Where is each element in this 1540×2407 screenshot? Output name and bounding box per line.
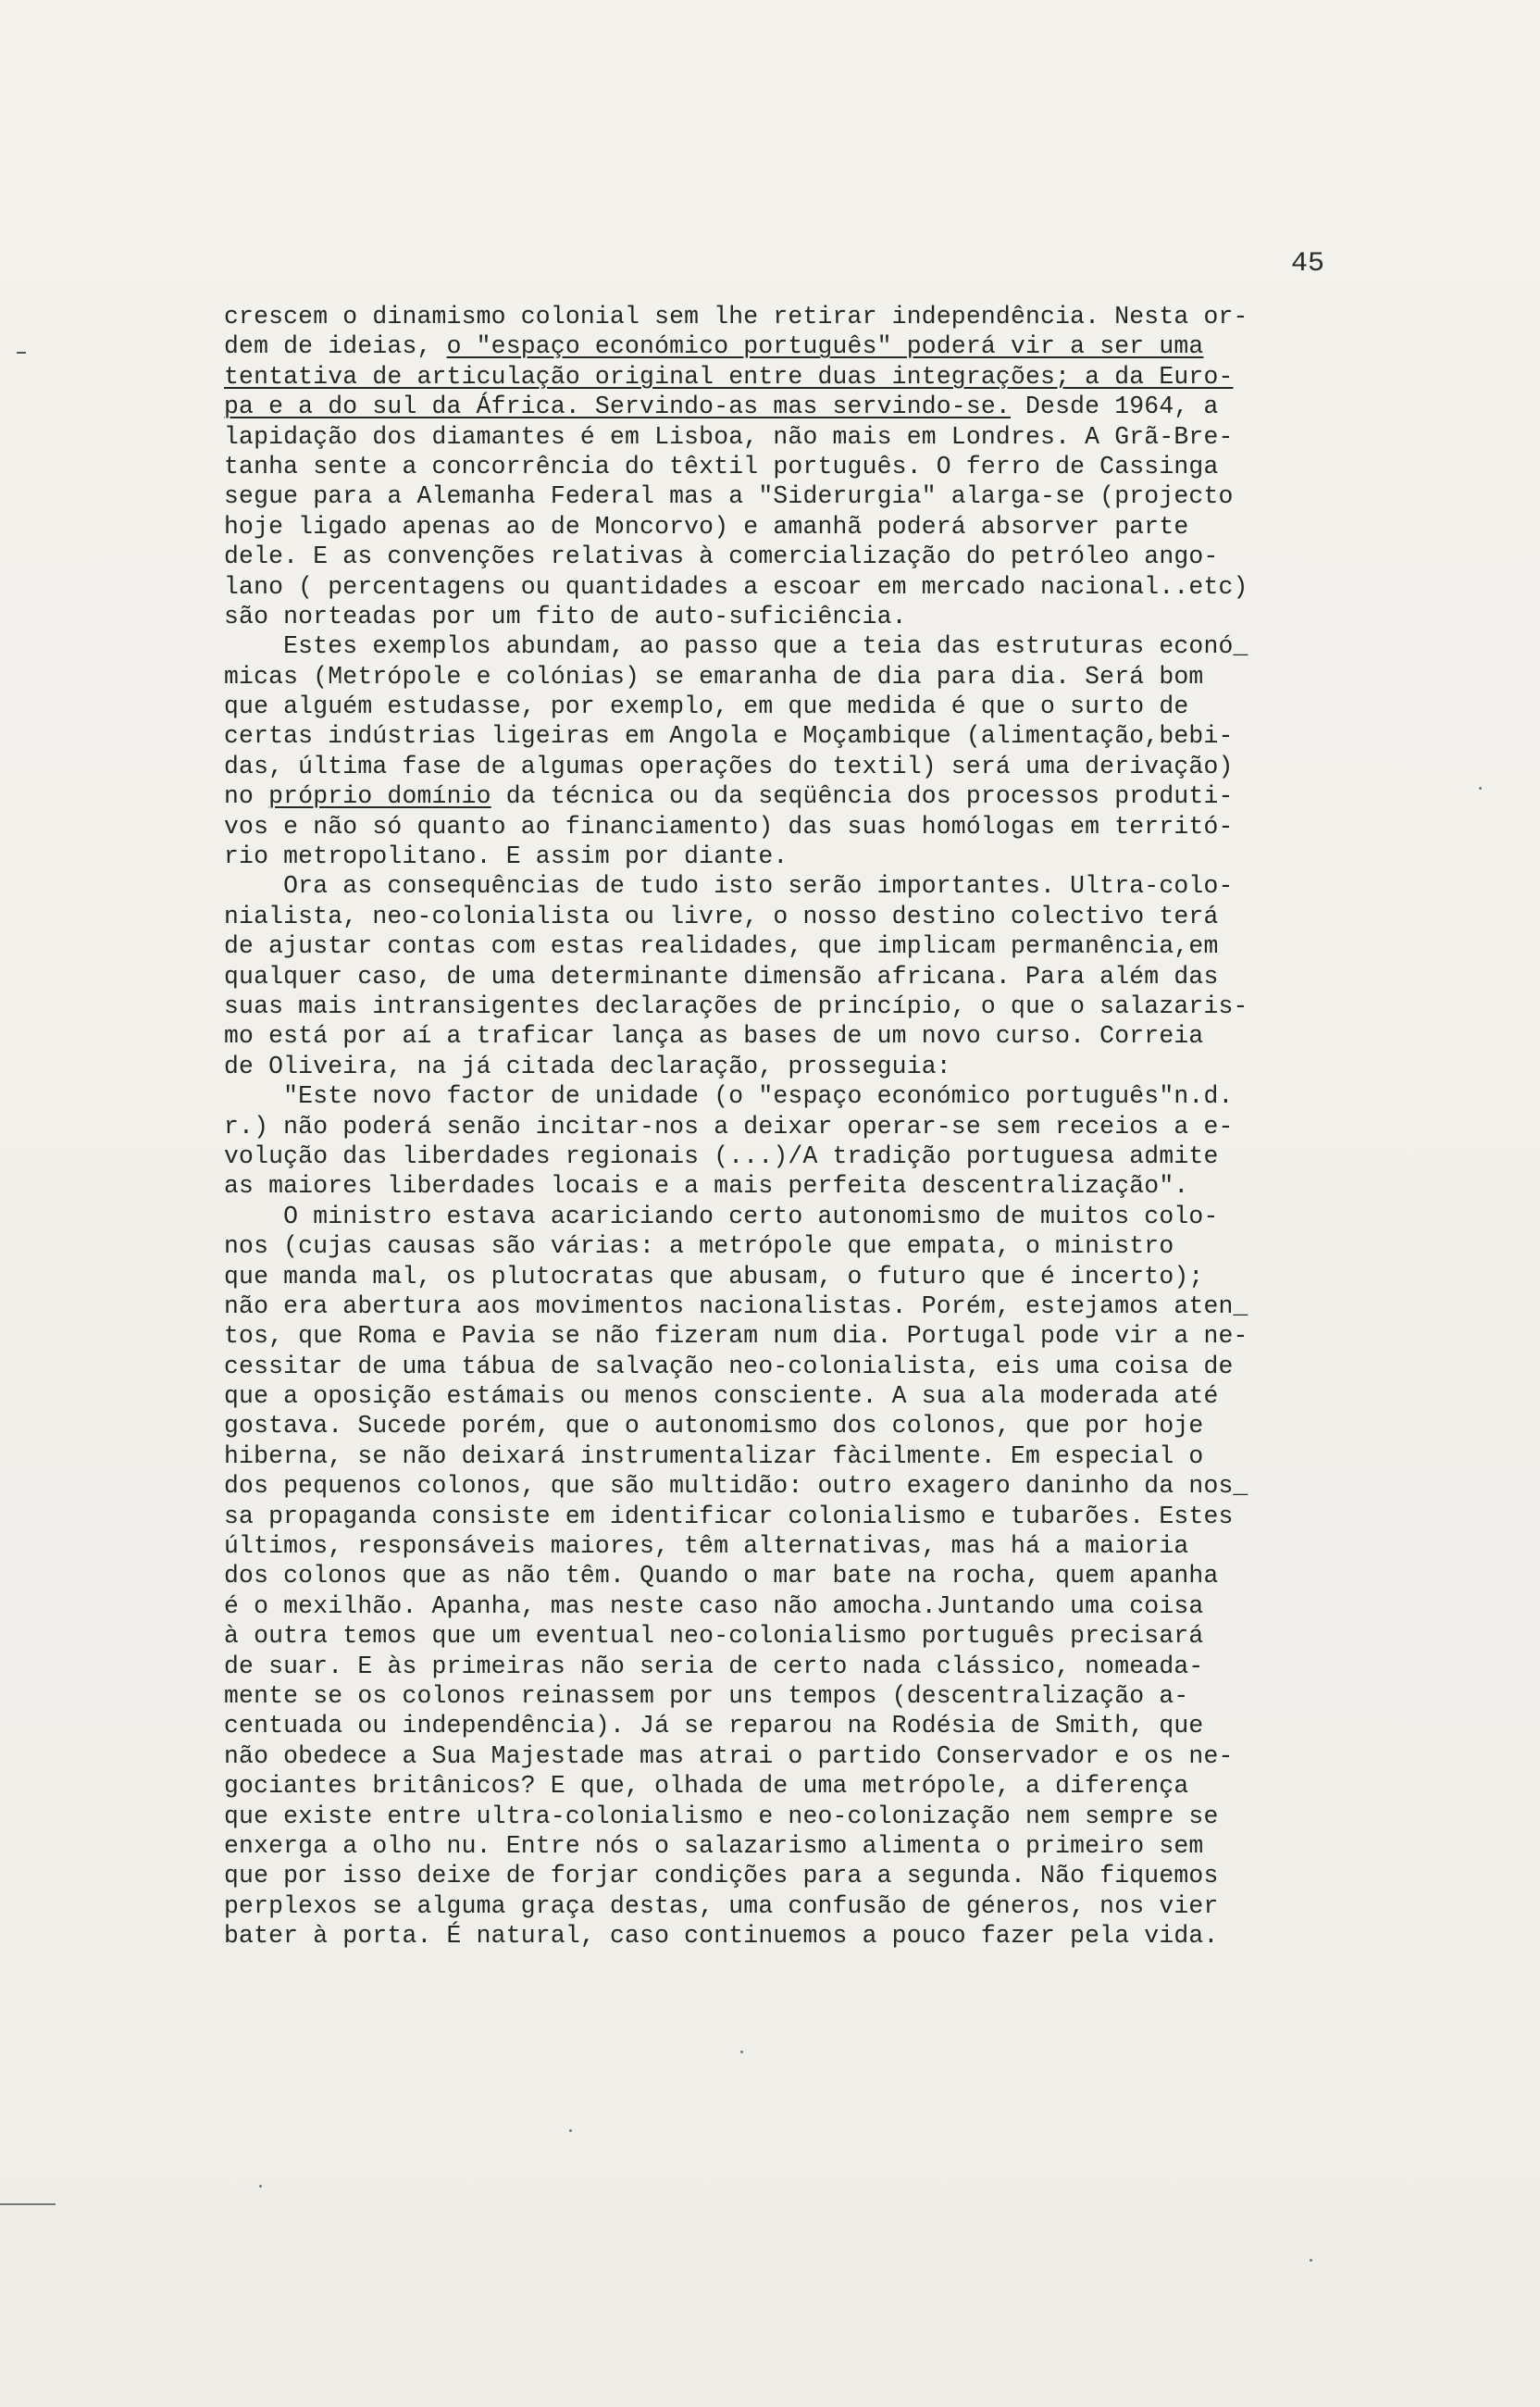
text-line: não obedece a Sua Majestade mas atrai o partido Conservador e os ne- bbox=[224, 1741, 1234, 1770]
text-line: dele. E as convenções relativas à comercialização do petróleo ango- bbox=[224, 543, 1219, 571]
text-line: suas mais intransigentes declarações de princípio, o que o salazaris- bbox=[224, 991, 1248, 1020]
text-line: dem de ideias, o "espaço económico português" poderá vir a ser uma bbox=[224, 332, 1204, 361]
text-line: tentativa de articulação original entre duas integrações; a da Euro- bbox=[224, 362, 1234, 391]
text-line: de Oliveira, na já citada declaração, prosseguia: bbox=[224, 1052, 951, 1080]
text-line: tanha sente a concorrência do têxtil português. O ferro de Cassinga bbox=[224, 452, 1219, 480]
text-line: últimos, responsáveis maiores, têm alternativas, mas há a maioria bbox=[224, 1532, 1189, 1561]
text-line: as maiores liberdades locais e a mais perfeita descentralização". bbox=[224, 1172, 1189, 1201]
text-line bbox=[224, 1951, 1409, 1980]
text-line bbox=[224, 2011, 1409, 2040]
text-line: que a oposição estámais ou menos consciente. A sua ala moderada até bbox=[224, 1382, 1219, 1411]
text-line bbox=[224, 2041, 1409, 2071]
text-line: pa e a do sul da África. Servindo-as mas servindo-se. Desde 1964, a bbox=[224, 393, 1219, 421]
text-line bbox=[224, 2071, 1409, 2101]
body-text bbox=[224, 302, 1409, 2251]
text-line: Ora as consequências de tudo isto serão importantes. Ultra-colo- bbox=[224, 872, 1234, 901]
text-line: enxerga a olho nu. Entre nós o salazarismo alimenta o primeiro sem bbox=[224, 1831, 1204, 1860]
text-line: não era abertura aos movimentos nacionalistas. Porém, estejamos aten_ bbox=[224, 1291, 1248, 1320]
text-line: mo está por aí a traficar lança as bases de um novo curso. Correia bbox=[224, 1022, 1204, 1051]
ink-speck bbox=[1310, 2259, 1312, 2262]
text-line: mente se os colonos reinassem por uns tempos (descentralização a- bbox=[224, 1681, 1189, 1710]
text-line: lapidação dos diamantes é em Lisboa, não mais em Londres. A Grã-Bre- bbox=[224, 422, 1234, 451]
text-line: de ajustar contas com estas realidades, que implicam permanência,em bbox=[224, 932, 1219, 961]
ink-speck bbox=[1479, 787, 1482, 790]
ink-speck bbox=[569, 2129, 572, 2132]
text-line: gostava. Sucede porém, que o autonomismo dos colonos, que por hoje bbox=[224, 1412, 1204, 1440]
text-line bbox=[224, 2131, 1409, 2161]
text-line: qualquer caso, de uma determinante dimensão africana. Para além das bbox=[224, 962, 1219, 991]
text-line: certas indústrias ligeiras em Angola e Moçambique (alimentação,bebi- bbox=[224, 722, 1234, 751]
text-line: à outra temos que um eventual neo-colonialismo português precisará bbox=[224, 1622, 1204, 1651]
text-line: que por isso deixe de forjar condições para a segunda. Não fiquemos bbox=[224, 1862, 1219, 1890]
text-line: nialista, neo-colonialista ou livre, o nosso destino colectivo terá bbox=[224, 902, 1219, 930]
text-line bbox=[224, 1981, 1409, 2011]
text-line: que alguém estudasse, por exemplo, em que medida é que o surto de bbox=[224, 692, 1189, 721]
page-number: 45 bbox=[1291, 248, 1325, 280]
text-line: micas (Metrópole e colónias) se emaranha de dia para dia. Será bom bbox=[224, 662, 1204, 691]
text-line bbox=[224, 2221, 1409, 2251]
text-line: cessitar de uma tábua de salvação neo-colonialista, eis uma coisa de bbox=[224, 1352, 1234, 1380]
text-line: que manda mal, os plutocratas que abusam, o futuro que é incerto); bbox=[224, 1262, 1204, 1291]
text-line: O ministro estava acariciando certo autonomismo de muitos colo- bbox=[224, 1202, 1219, 1230]
text-line: gociantes britânicos? E que, olhada de uma metrópole, a diferença bbox=[224, 1772, 1189, 1801]
text-line: dos colonos que as não têm. Quando o mar bate na rocha, quem apanha bbox=[224, 1562, 1219, 1590]
ink-speck bbox=[259, 2185, 262, 2188]
text-line: r.) não poderá senão incitar-nos a deixar operar-se sem receios a e- bbox=[224, 1112, 1234, 1141]
text-line: hiberna, se não deixará instrumentalizar fàcilmente. Em especial o bbox=[224, 1441, 1204, 1470]
text-line bbox=[224, 2161, 1409, 2190]
margin-dash bbox=[17, 352, 26, 354]
margin-dash bbox=[0, 2203, 56, 2205]
text-line: de suar. E às primeiras não seria de certo nada clássico, nomeada- bbox=[224, 1652, 1204, 1680]
text-line: bater à porta. É natural, caso continuemos a pouco fazer pela vida. bbox=[224, 1922, 1219, 1951]
text-line: centuada ou independência). Já se reparou na Rodésia de Smith, que bbox=[224, 1712, 1204, 1740]
text-line: tos, que Roma e Pavia se não fizeram num dia. Portugal pode vir a ne- bbox=[224, 1322, 1248, 1351]
ink-speck bbox=[740, 2051, 743, 2053]
text-line: volução das liberdades regionais (...)/A tradição portuguesa admite bbox=[224, 1141, 1219, 1170]
text-line: nos (cujas causas são várias: a metrópole que empata, o ministro bbox=[224, 1232, 1174, 1261]
text-line: "Este novo factor de unidade (o "espaço económico português"n.d. bbox=[224, 1082, 1234, 1111]
text-line: lano ( percentagens ou quantidades a escoar em mercado nacional..etc) bbox=[224, 572, 1248, 601]
text-line: Estes exemplos abundam, ao passo que a teia das estruturas econó_ bbox=[224, 632, 1248, 661]
text-line: hoje ligado apenas ao de Moncorvo) e amanhã poderá absorver parte bbox=[224, 512, 1189, 541]
text-line: crescem o dinamismo colonial sem lhe retirar independência. Nesta or- bbox=[224, 303, 1248, 330]
text-line: que existe entre ultra-colonialismo e neo-colonização nem sempre se bbox=[224, 1802, 1219, 1830]
text-line: perplexos se alguma graça destas, uma confusão de géneros, nos vier bbox=[224, 1891, 1219, 1920]
text-line: vos e não só quanto ao financiamento) das suas homólogas em territó- bbox=[224, 812, 1234, 841]
text-line: rio metropolitano. E assim por diante. bbox=[224, 842, 789, 871]
text-line bbox=[224, 2191, 1409, 2221]
text-line: no próprio domínio da técnica ou da seqüência dos processos produti- bbox=[224, 782, 1234, 811]
text-line: sa propaganda consiste em identificar colonialismo e tubarões. Estes bbox=[224, 1502, 1234, 1530]
text-line: das, última fase de algumas operações do textil) será uma derivação) bbox=[224, 752, 1234, 780]
text-line: segue para a Alemanha Federal mas a "Siderurgia" alarga-se (projecto bbox=[224, 482, 1234, 511]
text-line: é o mexilhão. Apanha, mas neste caso não amocha.Juntando uma coisa bbox=[224, 1591, 1204, 1620]
text-line bbox=[224, 2101, 1409, 2130]
text-line: são norteadas por um fito de auto-suficiência. bbox=[224, 602, 907, 630]
text-line: dos pequenos colonos, que são multidão: outro exagero daninho da nos_ bbox=[224, 1472, 1248, 1501]
